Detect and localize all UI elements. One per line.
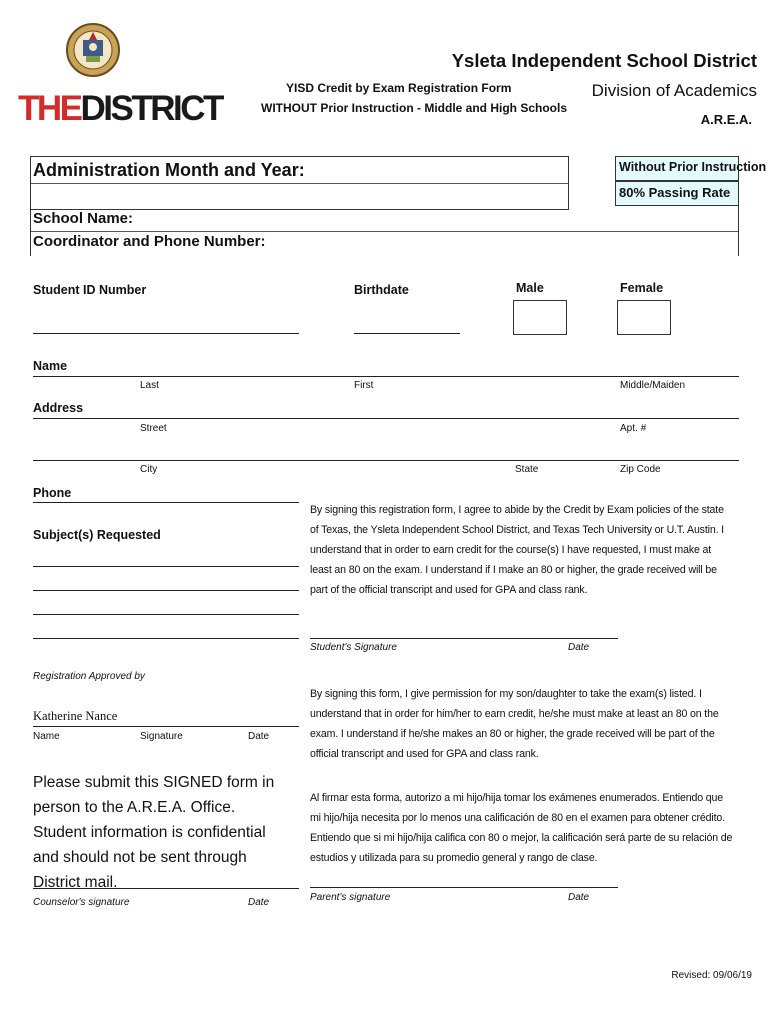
passing-rate: 80% Passing Rate <box>619 185 731 200</box>
admin-month-label: Administration Month and Year: <box>33 160 305 180</box>
approver-name: Katherine Nance <box>33 709 118 723</box>
admin-box-divider <box>31 183 568 184</box>
female-label: Female <box>620 281 664 295</box>
district-name: Ysleta Independent School District <box>451 50 757 71</box>
logo-wordmark-the: THE <box>18 89 81 128</box>
coordinator-label: Coordinator and Phone Number: <box>33 233 266 250</box>
subjects-label: Subject(s) Requested <box>33 528 161 542</box>
student-agreement-text: By signing this registration form, I agree to abide by the Credit by Exam policies of the state of Texas, the Ysleta Independent School District, and Texas Tech University or U.T. Austin. I understand that in order to earn credit for the course(s) I have requested, I must make at least an 80 on the exam. I understand if I make an 80 or higher, the grade received will be part of the official transcript and used for GPA and class rank. <box>310 504 724 596</box>
school-name-divider <box>31 231 738 232</box>
district-seal-icon <box>66 12 120 88</box>
address-field[interactable] <box>33 418 739 419</box>
approval-date-label: Date <box>248 731 270 742</box>
parent-date-label: Date <box>568 892 590 903</box>
district-logo <box>18 12 222 130</box>
counselor-signature-label: Counselor's signature <box>33 897 130 908</box>
approval-line[interactable] <box>33 726 299 727</box>
subject-line-4[interactable] <box>33 638 299 639</box>
student-signature-line[interactable] <box>310 638 618 639</box>
school-name-field[interactable] <box>120 210 720 230</box>
approval-name-label: Name <box>33 731 60 742</box>
registration-approved-by: Registration Approved by <box>33 671 145 682</box>
apt-sublabel: Apt. # <box>620 423 647 434</box>
student-id-label: Student ID Number <box>33 283 147 297</box>
frame-right <box>738 206 739 256</box>
student-id-field[interactable] <box>33 333 299 334</box>
parent-signature-line[interactable] <box>310 887 618 888</box>
zip-sublabel: Zip Code <box>620 464 661 475</box>
parent-agreement-text-en: By signing this form, I give permission for my son/daughter to take the exam(s) listed. I understand that in order for him/her to earn credit, he/she must make at least an 80 on the exam. I understand if he/she makes an 80 or higher, the grade received will be part of the official transcript and used for GPA and class rank. <box>310 688 719 760</box>
counselor-date-label: Date <box>248 897 270 908</box>
city-field[interactable] <box>33 460 739 461</box>
division-name: Division of Academics <box>591 81 757 100</box>
approval-signature-label: Signature <box>140 731 183 742</box>
female-checkbox[interactable] <box>617 300 671 335</box>
middle-sublabel: Middle/Maiden <box>620 380 686 391</box>
logo-wordmark-district: DISTRICT <box>80 89 222 128</box>
phone-field[interactable] <box>33 502 299 503</box>
student-signature-label: Student's Signature <box>310 642 397 653</box>
frame-left <box>30 208 31 256</box>
birthdate-field[interactable] <box>354 333 460 334</box>
subject-line-1[interactable] <box>33 566 299 567</box>
street-sublabel: Street <box>140 423 167 434</box>
male-label: Male <box>516 281 544 295</box>
birthdate-label: Birthdate <box>354 283 409 297</box>
phone-label: Phone <box>33 486 72 500</box>
school-name-label: School Name: <box>33 210 134 227</box>
name-label: Name <box>33 359 68 373</box>
address-label: Address <box>33 401 84 415</box>
student-date-label: Date <box>568 642 590 653</box>
subject-line-2[interactable] <box>33 590 299 591</box>
submit-notice: Please submit this SIGNED form in person to the A.R.E.A. Office. Student information is confidential and should not be sent through District mail. <box>33 774 275 891</box>
form-title-line1: YISD Credit by Exam Registration Form <box>286 81 512 95</box>
parent-signature-label: Parent's signature <box>310 892 391 903</box>
city-sublabel: City <box>140 464 158 475</box>
subject-line-3[interactable] <box>33 614 299 615</box>
area-office: A.R.E.A. <box>700 112 752 127</box>
counselor-signature-line[interactable] <box>33 888 299 889</box>
coordinator-field[interactable] <box>230 233 720 253</box>
parent-agreement-text-es: Al firmar esta forma, autorizo a mi hijo/hija tomar los exámenes enumerados. Entiendo que mi hijo/hija necesita por lo menos una calificación de 80 en el examen para obtener crédito. Entiendo que si mi hijo/hija califica con 80 o mejor, la calificación será parte de su relación de estudios y utilizada para su promedio general y rango de clase. <box>310 792 733 864</box>
without-prior-instruction: Without Prior Instruction <box>619 160 767 174</box>
last-sublabel: Last <box>140 380 159 391</box>
form-title-line2: WITHOUT Prior Instruction - Middle and High Schools <box>261 101 567 115</box>
revised-date: Revised: 09/06/19 <box>671 970 752 981</box>
male-checkbox[interactable] <box>513 300 567 335</box>
first-sublabel: First <box>354 380 374 391</box>
state-sublabel: State <box>515 464 539 475</box>
admin-month-field[interactable] <box>260 158 560 180</box>
name-field[interactable] <box>33 376 739 377</box>
